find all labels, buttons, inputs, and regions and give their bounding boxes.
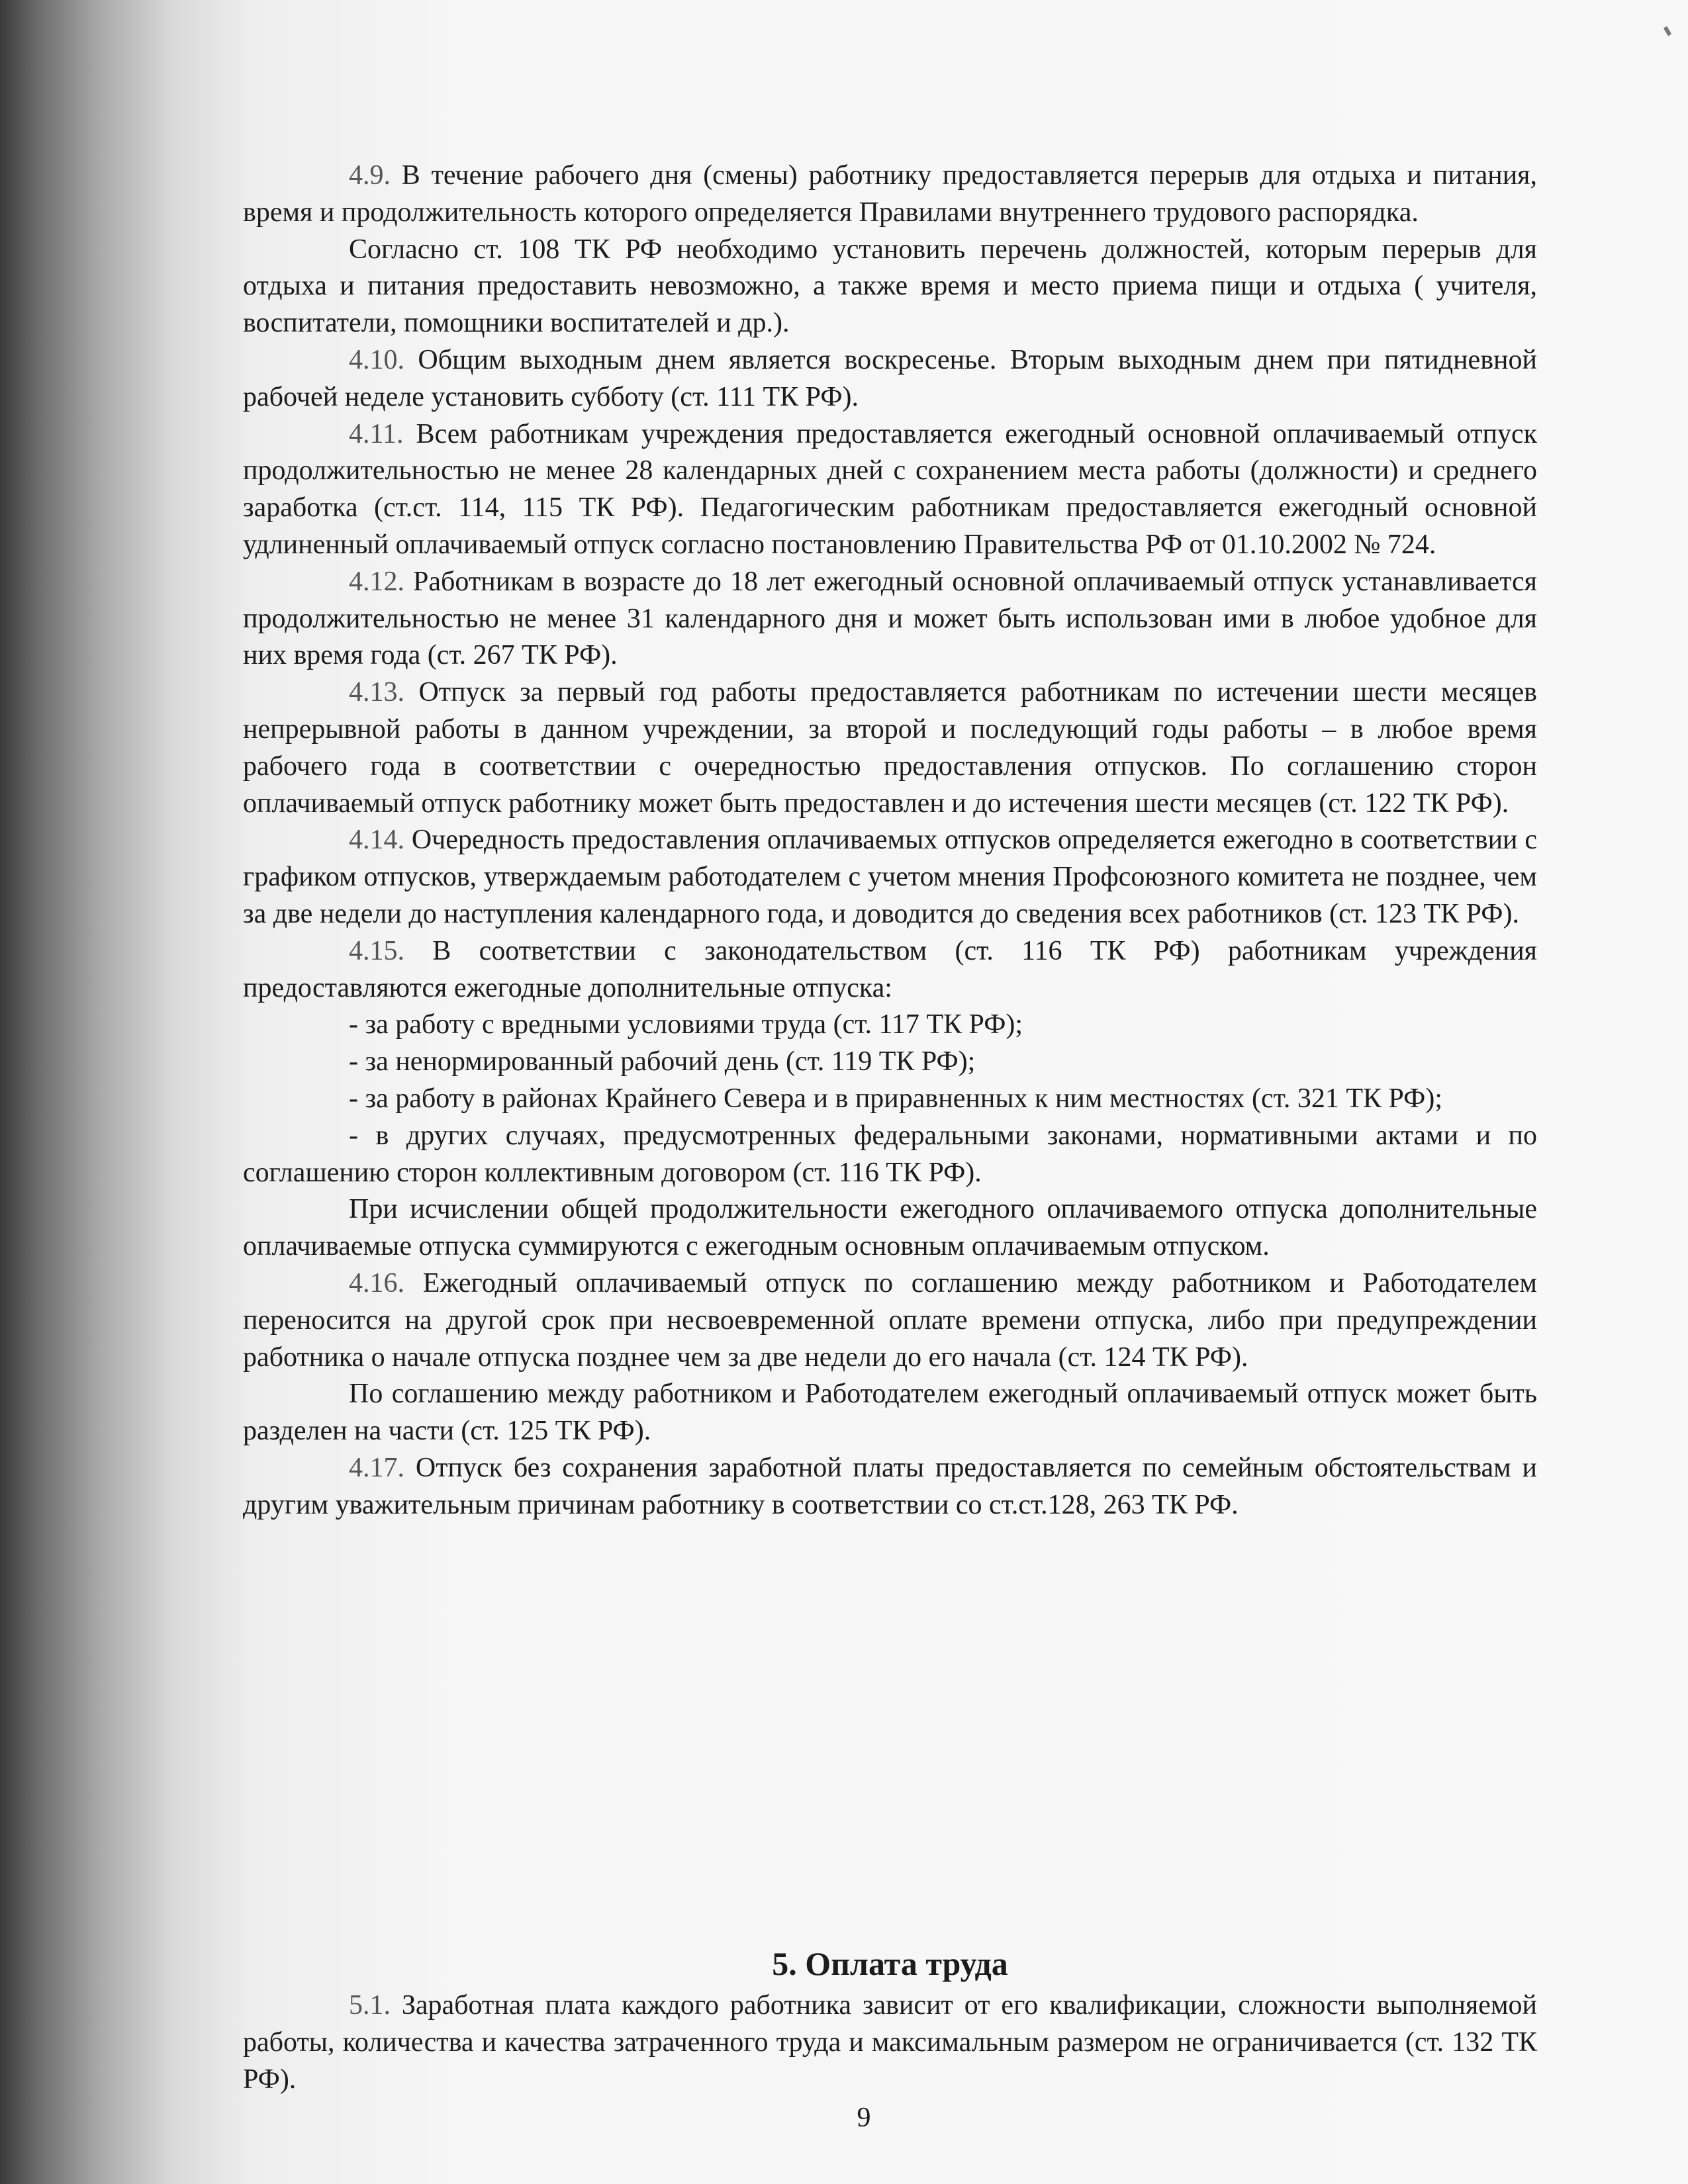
paragraph: [243, 564, 1537, 674]
clause-number: 4.9.: [349, 160, 391, 191]
paragraph: [243, 1265, 1537, 1376]
clause-text: - за ненормированный рабочий день (ст. 119 ТК РФ);: [349, 1046, 976, 1077]
paragraph: [243, 158, 1537, 232]
scan-mark: [1664, 26, 1671, 36]
paragraph: [243, 933, 1537, 1007]
clause-number: 4.10.: [349, 344, 404, 375]
clause-text: - в других случаях, предусмотренных федеральными законами, нормативными актами и по соглашению сторон коллективным договором (ст. 116 ТК РФ).: [243, 1120, 1537, 1188]
clause-number: 4.14.: [349, 825, 404, 856]
clause-text: Ежегодный оплачиваемый отпуск по соглашению между работником и Работодателем переносится на другой срок при несвоевременной оплате времени отпуска, либо при предупреждении работника о начале отпуска позднее чем за две недели до его начала (ст. 124 ТК РФ).: [243, 1267, 1537, 1373]
paragraph: [243, 342, 1537, 416]
clause-number: 4.12.: [349, 566, 404, 597]
clause-text: При исчислении общей продолжительности ежегодного оплачиваемого отпуска дополнительные оплачиваемые отпуска суммируются с ежегодным основным оплачиваемым отпуском.: [243, 1194, 1537, 1262]
paragraph: [243, 822, 1537, 933]
paragraph: [243, 1376, 1537, 1450]
clause-text: В соответствии с законодательством (ст. 116 ТК РФ) работникам учреждения предоставляются ежегодные дополнительные отпуска:: [243, 935, 1537, 1003]
clause-text: Заработная плата каждого работника зависит от его квалификации, сложности выполняемой работы, количества и качества затраченного труда и максимальным размером не ограничивается (ст. 132 ТК РФ).: [243, 1990, 1537, 2095]
clause-text: Общим выходным днем является воскресенье. Вторым выходным днем при пятидневной рабочей неделе установить субботу (ст. 111 ТК РФ).: [243, 344, 1537, 412]
paragraph: [243, 232, 1537, 342]
paragraph: [243, 416, 1537, 564]
document-body: [243, 158, 1537, 1524]
clause-number: 4.11.: [349, 418, 404, 449]
clause-text: - за работу в районах Крайнего Севера и в приравненных к ним местностях (ст. 321 ТК РФ);: [349, 1083, 1442, 1114]
clause-text: По соглашению между работником и Работодателем ежегодный оплачиваемый отпуск может быть разделен на части (ст. 125 ТК РФ).: [243, 1379, 1537, 1447]
clause-text: Согласно ст. 108 ТК РФ необходимо установить перечень должностей, которым перерыв для отдыха и питания предоставить невозможно, а также время и место приема пищи и отдыха ( учителя, воспитатели, помощники воспитателей и др.).: [243, 234, 1537, 339]
paragraph: [243, 1007, 1537, 1044]
clause-text: Отпуск без сохранения заработной платы предоставляется по семейным обстоятельствам и другим уважительным причинам работнику в соответствии со ст.ст.128, 263 ТК РФ.: [243, 1452, 1537, 1520]
clause-text: Работникам в возрасте до 18 лет ежегодный основной оплачиваемый отпуск устанавливается продолжительностью не менее 31 календарного дня и может быть использован ими в любое удобное для них время года (ст. 267 ТК РФ).: [243, 566, 1537, 671]
clause-text: Очередность предоставления оплачиваемых отпусков определяется ежегодно в соответствии с графиком отпусков, утверждаемым работодателем с учетом мнения Профсоюзного комитета не позднее, чем за две недели до наступления календарного года, и доводится до сведения всех работников (ст. 123 ТК РФ).: [243, 825, 1537, 929]
section-heading: 5. Оплата труда: [772, 1945, 1008, 1982]
paragraph: [243, 1450, 1537, 1524]
clause-text: - за работу с вредными условиями труда (ст. 117 ТК РФ);: [349, 1009, 1023, 1040]
clause-number: 5.1.: [349, 1990, 391, 2021]
paragraph: [243, 1044, 1537, 1081]
paragraph: [243, 1191, 1537, 1265]
paragraph: [243, 674, 1537, 822]
paragraph: [243, 1118, 1537, 1192]
clause-number: 4.16.: [349, 1267, 404, 1298]
clause-number: 4.15.: [349, 935, 404, 966]
clause-text: Отпуск за первый год работы предоставляется работникам по истечении шести месяцев непрерывной работы в данном учреждении, за второй и последующий годы работы – в любое время рабочего года в соответствии с очередностью предоставления отпусков. По соглашению сторон оплачиваемый отпуск работнику может быть предоставлен и до истечения шести месяцев (ст. 122 ТК РФ).: [243, 677, 1537, 819]
clause-text: В течение рабочего дня (смены) работнику предоставляется перерыв для отдыха и питания, время и продолжительность которого определяется Правилами внутреннего трудового распорядка.: [243, 160, 1537, 228]
clause-number: 4.17.: [349, 1452, 404, 1483]
page-number: 9: [857, 2103, 871, 2133]
paragraph-5-1: [243, 1987, 1537, 2098]
paragraph: [243, 1081, 1537, 1118]
clause-number: 4.13.: [349, 677, 404, 708]
clause-text: Всем работникам учреждения предоставляется ежегодный основной оплачиваемый отпуск продолжительностью не менее 28 календарных дней с сохранением места работы (должности) и среднего заработка (ст.ст. 114, 115 ТК РФ). Педагогическим работникам предоставляется ежегодный основной удлиненный оплачиваемый отпуск согласно постановлению Правительства РФ от 01.10.2002 № 724.: [243, 418, 1537, 560]
